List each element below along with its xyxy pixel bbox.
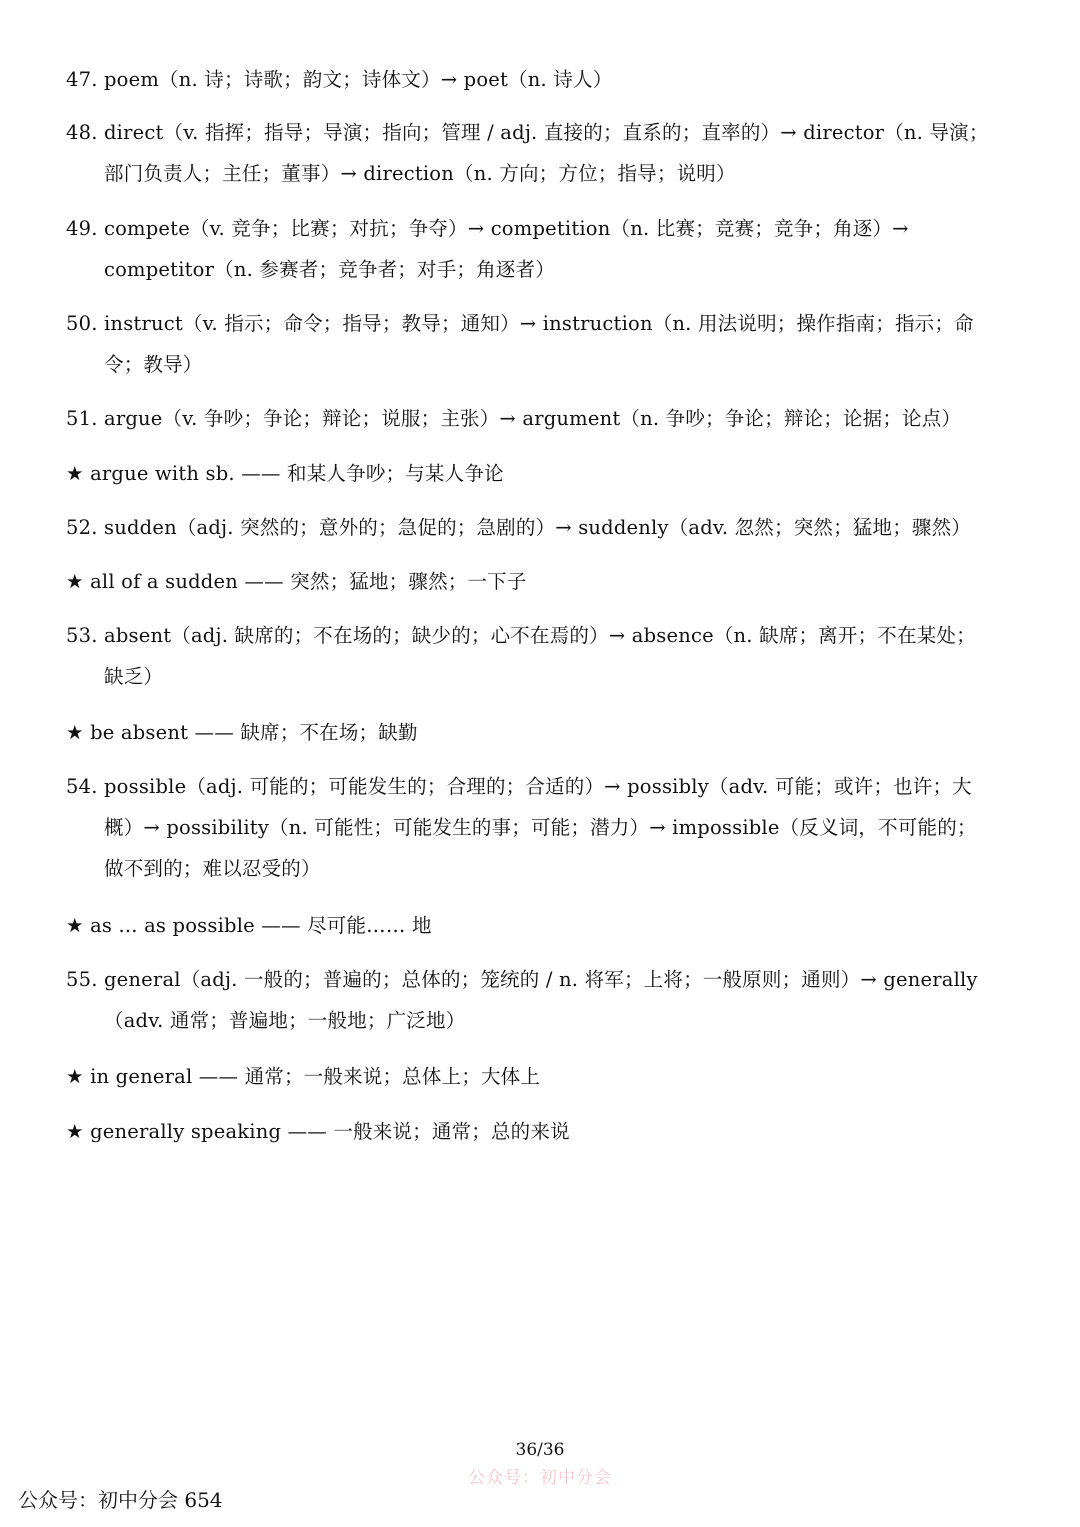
entry-47: [66, 59, 1041, 100]
entry-49: [66, 208, 1041, 290]
entry-48: [66, 112, 1041, 194]
entry-55: [66, 959, 1041, 1041]
entry-text: general（adj. 一般的；普遍的；总体的；笼统的 / n. 将军；上将；一般原则；通则）→ generally: [104, 968, 978, 991]
entry-text: direct（v. 指挥；指导；导演；指向；管理 / adj. 直接的；直系的；直率的）→ director（n. 导演；: [104, 121, 989, 144]
entry-text-continued: competitor（n. 参赛者；竞争者；对手；角逐者）: [104, 258, 555, 281]
entry-53: [66, 615, 1041, 697]
phrase-all-of-a-sudden: ★ all of a sudden —— 突然；猛地；骤然；一下子: [66, 570, 527, 593]
entry-text-continued: 做不到的；难以忍受的）: [104, 857, 321, 880]
entry-number: 50.: [66, 312, 98, 335]
entry-number: 47.: [66, 68, 98, 91]
entry-text: poem（n. 诗；诗歌；韵文；诗体文）→ poet（n. 诗人）: [104, 68, 613, 91]
entry-number: 55.: [66, 968, 98, 991]
phrase-argue-with: ★ argue with sb. —— 和某人争吵；与某人争论: [66, 462, 504, 485]
entry-text-continued: 部门负责人；主任；董事）→ direction（n. 方向；方位；指导；说明）: [104, 162, 736, 185]
watermark: 公众号：初中分会: [468, 1468, 612, 1488]
entry-text: argue（v. 争吵；争论；辩论；说服；主张）→ argument（n. 争吵；争论；辩论；论据；论点）: [104, 407, 962, 430]
phrase-in-general: ★ in general —— 通常；一般来说；总体上；大体上: [66, 1065, 541, 1088]
entry-text: sudden（adj. 突然的；意外的；急促的；急剧的）→ suddenly（adv. 忽然；突然；猛地；骤然）: [104, 516, 972, 539]
phrase-be-absent: ★ be absent —— 缺席；不在场；缺勤: [66, 721, 418, 744]
phrase-as-possible: ★ as ... as possible —— 尽可能…… 地: [66, 914, 432, 937]
entry-text-continued: （adv. 通常；普遍地；一般地；广泛地）: [104, 1009, 466, 1032]
entry-51: [66, 398, 1041, 439]
entry-number: 51.: [66, 407, 98, 430]
entry-number: 48.: [66, 121, 98, 144]
entry-number: 54.: [66, 775, 98, 798]
entry-text: absent（adj. 缺席的；不在场的；缺少的；心不在焉的）→ absence（n. 缺席；离开；不在某处；: [104, 624, 976, 647]
entry-text-continued: 缺乏）: [104, 665, 164, 688]
entry-text-continued: 令；教导）: [104, 353, 203, 376]
entry-text: compete（v. 竞争；比赛；对抗；争夺）→ competition（n. 比赛；竞赛；竞争；角逐）→: [104, 217, 909, 240]
entry-text: possible（adj. 可能的；可能发生的；合理的；合适的）→ possibly（adv. 可能；或许；也许；大: [104, 775, 972, 798]
entry-number: 53.: [66, 624, 98, 647]
entry-number: 52.: [66, 516, 98, 539]
entry-number: 49.: [66, 217, 98, 240]
entry-text: instruct（v. 指示；命令；指导；教导；通知）→ instruction（n. 用法说明；操作指南；指示；命: [104, 312, 974, 335]
phrase-generally-speaking: ★ generally speaking —— 一般来说；通常；总的来说: [66, 1120, 570, 1143]
entry-54: [66, 766, 1041, 889]
entry-text-continued: 概）→ possibility（n. 可能性；可能发生的事；可能；潜力）→ impossible（反义词，不可能的；: [104, 816, 977, 839]
entry-52: [66, 507, 1041, 548]
account-label: 公众号：初中分会 654: [18, 1488, 223, 1512]
entry-50: [66, 303, 1041, 385]
page-number: 36/36: [515, 1440, 565, 1460]
